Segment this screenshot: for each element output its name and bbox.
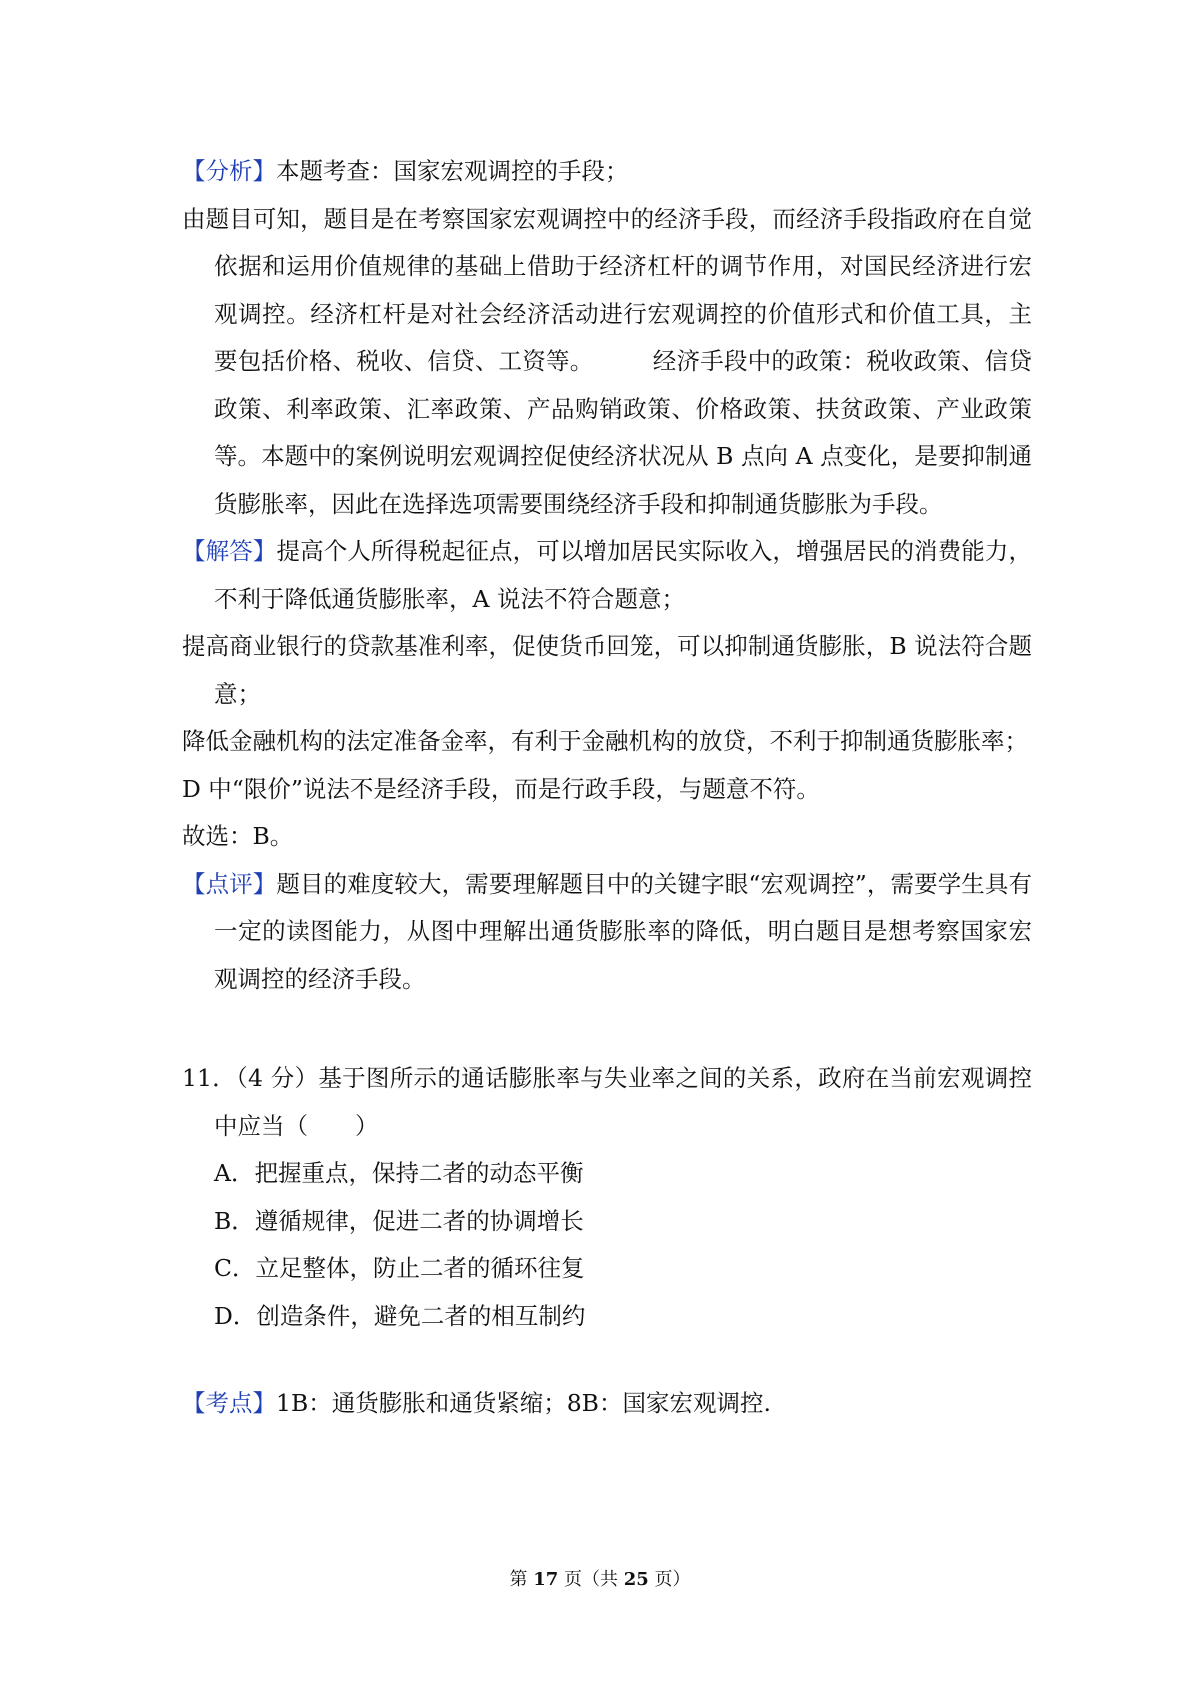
kaodian-text: 1B：通货膨胀和通货紧缩；8B：国家宏观调控.: [276, 1389, 771, 1417]
spacer: [182, 1340, 1032, 1380]
footer-post: 页）: [654, 1569, 691, 1590]
answer-p1-text: 提高个人所得税起征点，可以增加居民实际收入，增强居民的消费能力，不利于降低通货膨胀率，A 说法不符合题意；: [214, 537, 1033, 613]
option-a: A．把握重点，保持二者的动态平衡: [214, 1159, 584, 1187]
option-c: C．立足整体，防止二者的循环往复: [214, 1254, 585, 1282]
footer-total-pages: 25: [623, 1569, 649, 1590]
analysis-intro-text: 本题考查：国家宏观调控的手段；: [276, 157, 629, 185]
comment-tag: 【点评】: [182, 869, 277, 898]
answer-tag: 【解答】: [182, 537, 277, 565]
answer-p2: 提高商业银行的贷款基准利率，促使货币回笼，可以抑制通货膨胀，B 说法符合题意；: [182, 632, 1032, 708]
analysis-body: 由题目可知，题目是在考察国家宏观调控中的经济手段，而经济手段指政府在自觉依据和运用价值规律的基础上借助于经济杠杆的调节作用，对国民经济进行宏观调控。经济杠杆是对社会经济活动进行宏观调控的价值形式和价值工具，主要包括价格、税收、信贷、工资等。 经济手段中的政策：税收政策、信贷政策、利率政策、汇率政策、产品购销政策、价格政策、扶贫政策、产业政策等。本题中的案例说明宏观调控促使经济状况从 B 点向 A 点变化，是要抑制通货膨胀率，因此在选择选项需要围绕经济手段和抑制通货膨胀为手段。: [182, 204, 1032, 518]
question-stem: 11．（4 分）基于图所示的通话膨胀率与失业率之间的关系，政府在当前宏观调控中应当（ ）: [182, 1064, 1032, 1140]
comment-paragraph: [182, 861, 1032, 1004]
footer-mid: 页（共: [564, 1569, 618, 1590]
answer-p3: 降低金融机构的法定准备金率，有利于金融机构的放贷，不利于抑制通货膨胀率；: [182, 727, 1028, 755]
analysis-intro: [182, 148, 1032, 196]
document-page: [182, 148, 1032, 1428]
footer-page-number: 17: [533, 1569, 559, 1590]
comment-text: 题目的难度较大，需要理解题目中的关键字眼“宏观调控”，需要学生具有一定的读图能力，从图中理解出通货膨胀率的降低，明白题目是想考察国家宏观调控的经济手段。: [214, 869, 1033, 993]
analysis-tag: 【分析】: [182, 157, 276, 185]
option-d: D．创造条件，避免二者的相互制约: [214, 1301, 586, 1330]
spacer: [182, 1003, 1032, 1055]
page-footer: [0, 1565, 1200, 1591]
answer-p1: [182, 528, 1032, 623]
kaodian-tag: 【考点】: [182, 1389, 276, 1417]
option-b: B．遵循规律，促进二者的协调增长: [214, 1206, 584, 1235]
answer-p5: 故选：B。: [182, 822, 294, 850]
answer-p4: D 中“限价”说法不是经济手段，而是行政手段，与题意不符。: [182, 774, 820, 803]
kaodian-paragraph: [182, 1380, 1032, 1428]
footer-pre: 第: [509, 1569, 528, 1590]
